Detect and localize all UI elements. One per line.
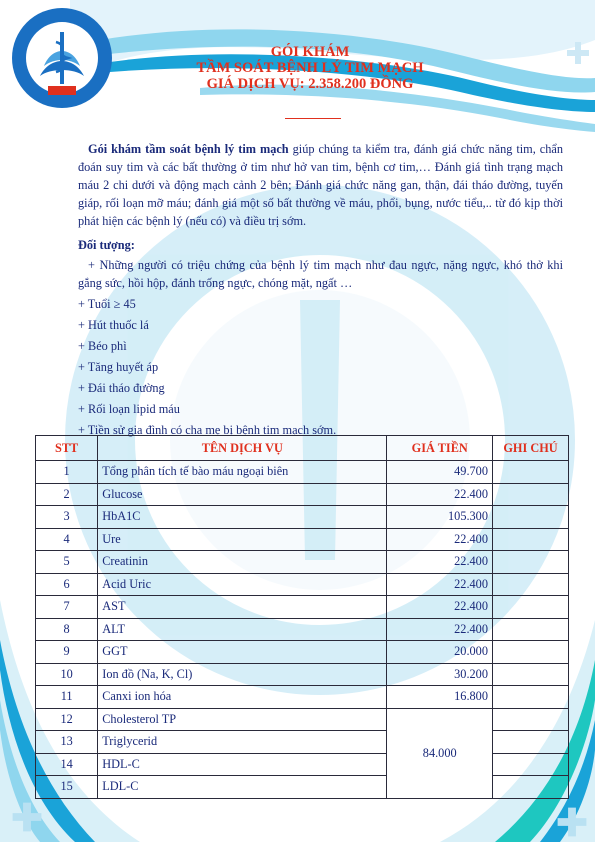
cell-stt: 7 <box>36 596 98 619</box>
table-row <box>36 483 569 506</box>
cell-note <box>492 596 568 619</box>
cell-stt: 3 <box>36 506 98 529</box>
table-header-row <box>36 436 569 461</box>
table-row <box>36 663 569 686</box>
cell-stt: 5 <box>36 551 98 574</box>
table-row <box>36 708 569 731</box>
table-row <box>36 528 569 551</box>
table-row <box>36 641 569 664</box>
cell-note <box>492 551 568 574</box>
cell-service-name: Glucose <box>98 483 387 506</box>
criteria-item: + Hút thuốc lá <box>78 318 149 332</box>
cell-price: 49.700 <box>387 461 493 484</box>
criteria-item: + Rối loạn lipid máu <box>78 402 180 416</box>
cell-price: 22.400 <box>387 551 493 574</box>
cell-price: 105.300 <box>387 506 493 529</box>
cell-note <box>492 618 568 641</box>
table-row <box>36 618 569 641</box>
cell-stt: 15 <box>36 776 98 799</box>
cell-stt: 4 <box>36 528 98 551</box>
intro-paragraph <box>78 140 563 230</box>
cell-service-name: HDL-C <box>98 753 387 776</box>
table-row <box>36 596 569 619</box>
cell-note <box>492 753 568 776</box>
target-heading: Đối tượng: <box>78 238 135 252</box>
header-service-name: TÊN DỊCH VỤ <box>98 436 387 461</box>
header-stt: STT <box>36 436 98 461</box>
cell-service-name: LDL-C <box>98 776 387 799</box>
cell-service-name: GGT <box>98 641 387 664</box>
cell-stt: 11 <box>36 686 98 709</box>
cell-price: 22.400 <box>387 528 493 551</box>
cell-price: 20.000 <box>387 641 493 664</box>
cell-price: 22.400 <box>387 483 493 506</box>
intro-text: giúp chúng ta kiểm tra, đánh giá chức năng tim, chẩn đoán suy tim và các bất thường ở tim như hở van tim, bệnh cơ tim,… Đánh giá tình trạng mạch máu 2 chi dưới và động mạch cảnh 2 bên; Đánh giá chức năng gan, thận, đái tháo đường, tuyến giáp, rối loạn mỡ máu; đánh giá một số bất thường về máu, phổi, bụng, nước tiểu,.. từ đó kịp thời phát hiện các bệnh lý (nếu có) và điều trị sớm. <box>78 142 563 228</box>
cell-price: 16.800 <box>387 686 493 709</box>
cell-note <box>492 663 568 686</box>
cell-price-lipid-panel: 84.000 <box>387 708 493 798</box>
cell-service-name: Canxi ion hóa <box>98 686 387 709</box>
criteria-item: + Tăng huyết áp <box>78 360 159 374</box>
cell-note <box>492 461 568 484</box>
cell-note <box>492 731 568 754</box>
table-row <box>36 686 569 709</box>
title-divider <box>285 118 341 119</box>
cell-stt: 1 <box>36 461 98 484</box>
header-note: GHI CHÚ <box>492 436 568 461</box>
cell-price: 22.400 <box>387 573 493 596</box>
hospital-logo <box>10 6 114 110</box>
cell-service-name: HbA1C <box>98 506 387 529</box>
page-title <box>120 44 500 92</box>
plus-decoration-icon <box>10 800 44 834</box>
cell-stt: 2 <box>36 483 98 506</box>
cell-service-name: Creatinin <box>98 551 387 574</box>
cell-stt: 12 <box>36 708 98 731</box>
criteria-list <box>78 294 563 441</box>
table-row <box>36 506 569 529</box>
cell-price: 22.400 <box>387 596 493 619</box>
cell-service-name: Tổng phân tích tế bào máu ngoại biên <box>98 461 387 484</box>
table-row <box>36 551 569 574</box>
cell-price: 30.200 <box>387 663 493 686</box>
cell-service-name: AST <box>98 596 387 619</box>
cell-note <box>492 506 568 529</box>
cell-service-name: Triglycerid <box>98 731 387 754</box>
cell-note <box>492 528 568 551</box>
cell-service-name: Ure <box>98 528 387 551</box>
cell-note <box>492 776 568 799</box>
cell-note <box>492 483 568 506</box>
cell-stt: 10 <box>36 663 98 686</box>
target-description: + Những người có triệu chứng của bệnh lý tim mạch như đau ngực, nặng ngực, khó thở khi gắng sức, hồi hộp, đánh trống ngực, chóng mặt, ngất … <box>78 258 563 290</box>
criteria-item: + Béo phì <box>78 339 127 353</box>
title-line-1: GÓI KHÁM <box>270 44 350 60</box>
plus-decoration-icon <box>555 805 589 839</box>
intro-bold-lead: Gói khám tầm soát bệnh lý tim mạch <box>88 142 289 156</box>
cell-note <box>492 686 568 709</box>
description-section <box>78 140 563 441</box>
criteria-item: + Tuổi ≥ 45 <box>78 297 136 311</box>
service-price-table <box>35 435 569 799</box>
cell-service-name: ALT <box>98 618 387 641</box>
cell-stt: 6 <box>36 573 98 596</box>
cell-stt: 9 <box>36 641 98 664</box>
table-row <box>36 461 569 484</box>
cell-service-name: Ion đồ (Na, K, Cl) <box>98 663 387 686</box>
criteria-item: + Đái tháo đường <box>78 381 165 395</box>
plus-decoration-icon <box>565 40 591 66</box>
cell-stt: 8 <box>36 618 98 641</box>
criteria-item: + Tiền sử gia đình có cha mẹ bị bệnh tim mạch sớm. <box>78 423 337 437</box>
cell-note <box>492 708 568 731</box>
cell-note <box>492 573 568 596</box>
cell-service-name: Cholesterol TP <box>98 708 387 731</box>
title-line-3: GIÁ DỊCH VỤ: 2.358.200 ĐỒNG <box>206 76 414 92</box>
table-row <box>36 573 569 596</box>
cell-note <box>492 641 568 664</box>
cell-price: 22.400 <box>387 618 493 641</box>
cell-stt: 14 <box>36 753 98 776</box>
cell-service-name: Acid Uric <box>98 573 387 596</box>
header-price: GIÁ TIỀN <box>387 436 493 461</box>
title-line-2: TẦM SOÁT BỆNH LÝ TIM MẠCH <box>196 60 424 76</box>
cell-stt: 13 <box>36 731 98 754</box>
